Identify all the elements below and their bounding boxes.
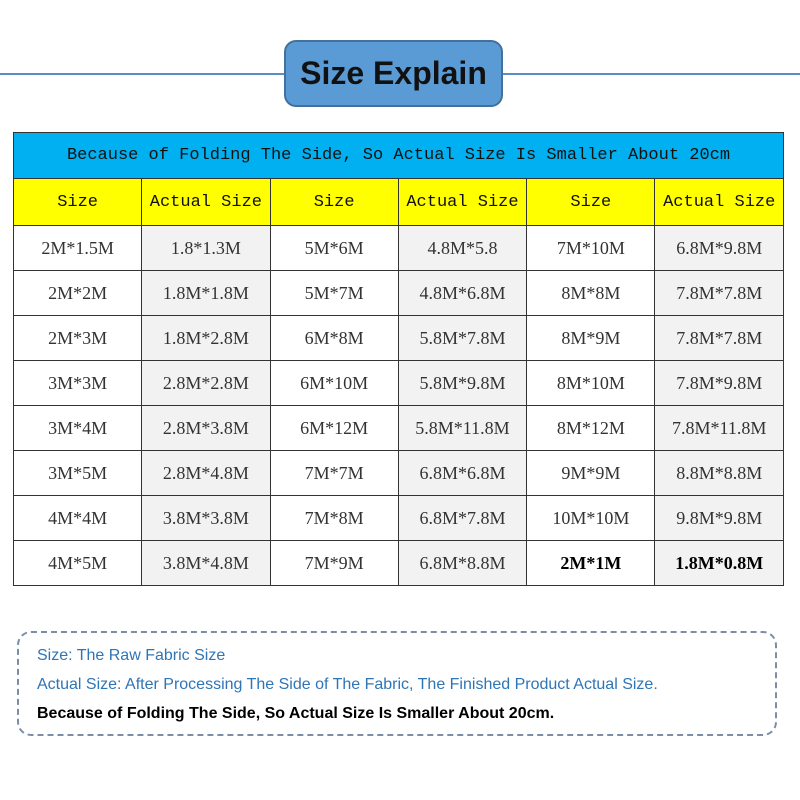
table-cell: 5.8M*9.8M: [398, 361, 527, 406]
table-cell: 3.8M*3.8M: [142, 496, 270, 541]
table-cell: 1.8M*0.8M: [655, 541, 784, 586]
notes-box: [17, 631, 777, 736]
table-row: [14, 271, 784, 316]
table-row: [14, 316, 784, 361]
table-cell: 7M*7M: [270, 451, 398, 496]
table-cell: 7M*9M: [270, 541, 398, 586]
table-cell: 9M*9M: [527, 451, 655, 496]
table-cell: 8M*9M: [527, 316, 655, 361]
table-cell: 7M*10M: [527, 226, 655, 271]
table-banner: Because of Folding The Side, So Actual Size Is Smaller About 20cm: [14, 133, 784, 179]
table-cell: 4.8M*6.8M: [398, 271, 527, 316]
table-cell: 7.8M*9.8M: [655, 361, 784, 406]
table-row: [14, 541, 784, 586]
table-cell: 5M*6M: [270, 226, 398, 271]
table-cell: 7.8M*11.8M: [655, 406, 784, 451]
table-cell: 3M*4M: [14, 406, 142, 451]
table-cell: 6.8M*7.8M: [398, 496, 527, 541]
page-title: Size Explain: [284, 40, 503, 107]
header-row: [14, 179, 784, 226]
table-cell: 8.8M*8.8M: [655, 451, 784, 496]
table-cell: 2.8M*4.8M: [142, 451, 270, 496]
note-folding: Because of Folding The Side, So Actual Size Is Smaller About 20cm.: [37, 705, 555, 722]
table-cell: 5M*7M: [270, 271, 398, 316]
note-size: Size: The Raw Fabric Size: [37, 647, 226, 664]
table-row: [14, 361, 784, 406]
table-row: [14, 496, 784, 541]
table-cell: 6M*8M: [270, 316, 398, 361]
table-cell: 6.8M*9.8M: [655, 226, 784, 271]
column-header: Actual Size: [655, 179, 784, 226]
table-cell: 5.8M*7.8M: [398, 316, 527, 361]
table-row: [14, 406, 784, 451]
table-cell: 6M*10M: [270, 361, 398, 406]
table-cell: 10M*10M: [527, 496, 655, 541]
table-cell: 2M*1M: [527, 541, 655, 586]
table-cell: 3M*5M: [14, 451, 142, 496]
note-actual-size: Actual Size: After Processing The Side of The Fabric, The Finished Product Actual Size.: [37, 676, 658, 693]
table-cell: 2.8M*2.8M: [142, 361, 270, 406]
table-cell: 7.8M*7.8M: [655, 316, 784, 361]
table-cell: 2M*2M: [14, 271, 142, 316]
table-cell: 1.8M*1.8M: [142, 271, 270, 316]
table-cell: 3.8M*4.8M: [142, 541, 270, 586]
table-cell: 1.8*1.3M: [142, 226, 270, 271]
table-cell: 6M*12M: [270, 406, 398, 451]
table-cell: 6.8M*8.8M: [398, 541, 527, 586]
column-header: Actual Size: [398, 179, 527, 226]
table-row: [14, 226, 784, 271]
table-cell: 9.8M*9.8M: [655, 496, 784, 541]
table-cell: 8M*10M: [527, 361, 655, 406]
size-table: [13, 132, 784, 586]
table-cell: 4M*5M: [14, 541, 142, 586]
table-cell: 8M*8M: [527, 271, 655, 316]
table-cell: 4.8M*5.8: [398, 226, 527, 271]
table-cell: 6.8M*6.8M: [398, 451, 527, 496]
column-header: Size: [270, 179, 398, 226]
table-cell: 4M*4M: [14, 496, 142, 541]
table-cell: 2.8M*3.8M: [142, 406, 270, 451]
column-header: Actual Size: [142, 179, 270, 226]
table-cell: 7.8M*7.8M: [655, 271, 784, 316]
table-cell: 2M*3M: [14, 316, 142, 361]
table-cell: 8M*12M: [527, 406, 655, 451]
table-cell: 2M*1.5M: [14, 226, 142, 271]
table-cell: 5.8M*11.8M: [398, 406, 527, 451]
table-cell: 7M*8M: [270, 496, 398, 541]
table-row: [14, 451, 784, 496]
column-header: Size: [527, 179, 655, 226]
column-header: Size: [14, 179, 142, 226]
table-cell: 1.8M*2.8M: [142, 316, 270, 361]
table-cell: 3M*3M: [14, 361, 142, 406]
